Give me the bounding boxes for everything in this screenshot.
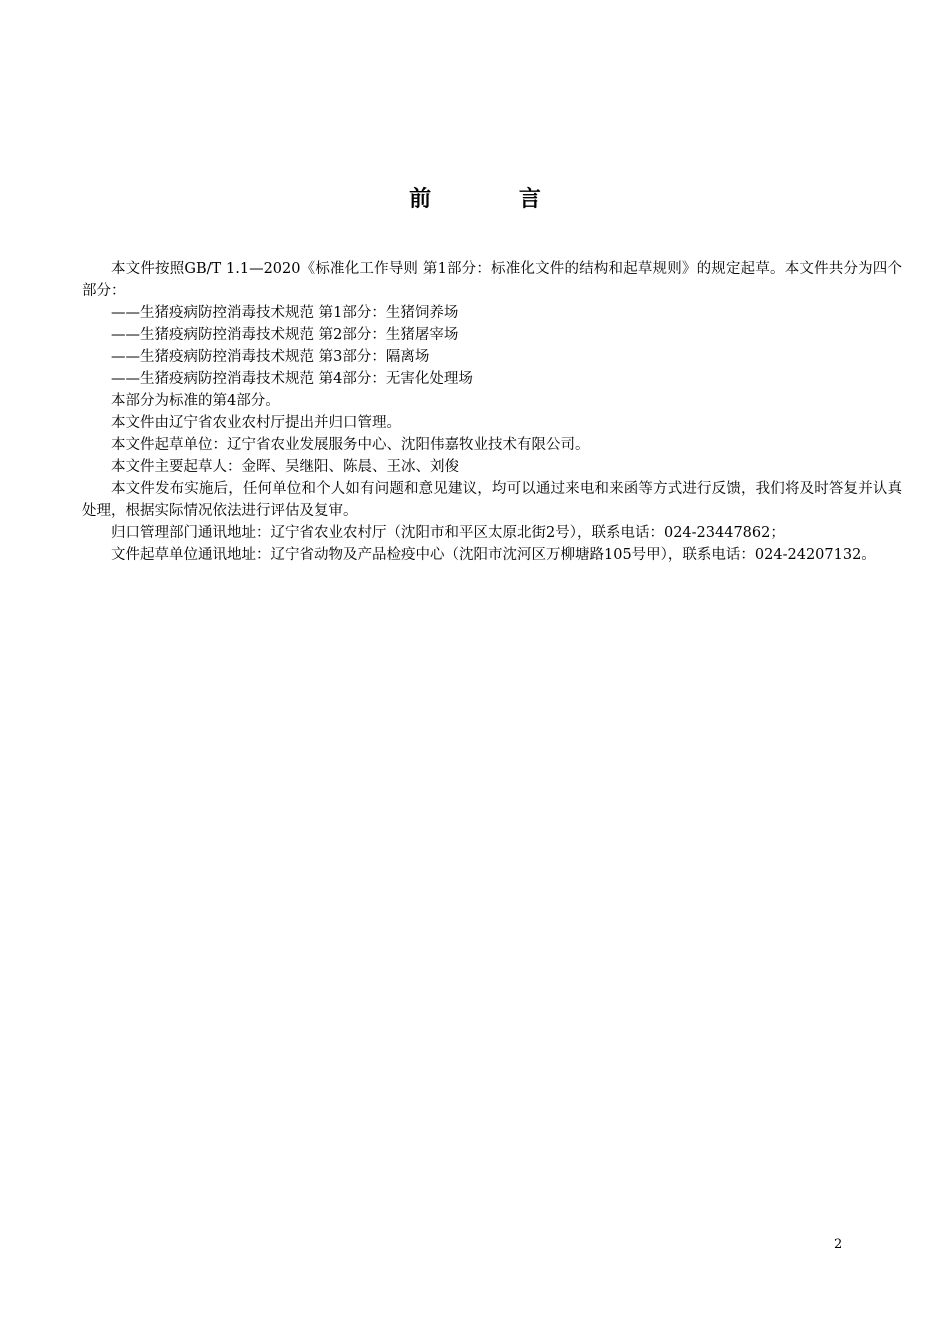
- intro-paragraph: 本文件按照GB/T 1.1—2020《标准化工作导则 第1部分：标准化文件的结构和起草规则》的规定起草。本文件共分为四个部分：: [82, 261, 902, 299]
- page-number: 2: [834, 1237, 843, 1252]
- list-item-part-2: ——生猪疫病防控消毒技术规范 第2部分：生猪屠宰场: [111, 327, 459, 343]
- paragraph-part-note: 本部分为标准的第4部分。: [111, 393, 280, 409]
- list-item-part-3: ——生猪疫病防控消毒技术规范 第3部分：隔离场: [111, 349, 430, 365]
- document-body: [82, 258, 902, 566]
- paragraph-drafters: 本文件主要起草人：金晖、吴继阳、陈晨、王冰、刘俊: [111, 459, 459, 475]
- paragraph-drafting-units: 本文件起草单位：辽宁省农业发展服务中心、沈阳伟嘉牧业技术有限公司。: [111, 437, 590, 453]
- paragraph-drafter-address: 文件起草单位通讯地址：辽宁省动物及产品检疫中心（沈阳市沈河区万柳塘路105号甲），联系电话：024-24207132。: [111, 547, 876, 563]
- page-title: 前 言: [409, 187, 581, 212]
- paragraph-admin-address: 归口管理部门通讯地址：辽宁省农业农村厅（沈阳市和平区太原北街2号），联系电话：024-23447862；: [111, 525, 785, 541]
- list-item-part-1: ——生猪疫病防控消毒技术规范 第1部分：生猪饲养场: [111, 305, 459, 321]
- list-item-part-4: ——生猪疫病防控消毒技术规范 第4部分：无害化处理场: [111, 371, 473, 387]
- paragraph-proposer: 本文件由辽宁省农业农村厅提出并归口管理。: [111, 415, 401, 431]
- paragraph-feedback: 本文件发布实施后，任何单位和个人如有问题和意见建议，均可以通过来电和来函等方式进行反馈，我们将及时答复并认真处理，根据实际情况依法进行评估及复审。: [82, 481, 902, 519]
